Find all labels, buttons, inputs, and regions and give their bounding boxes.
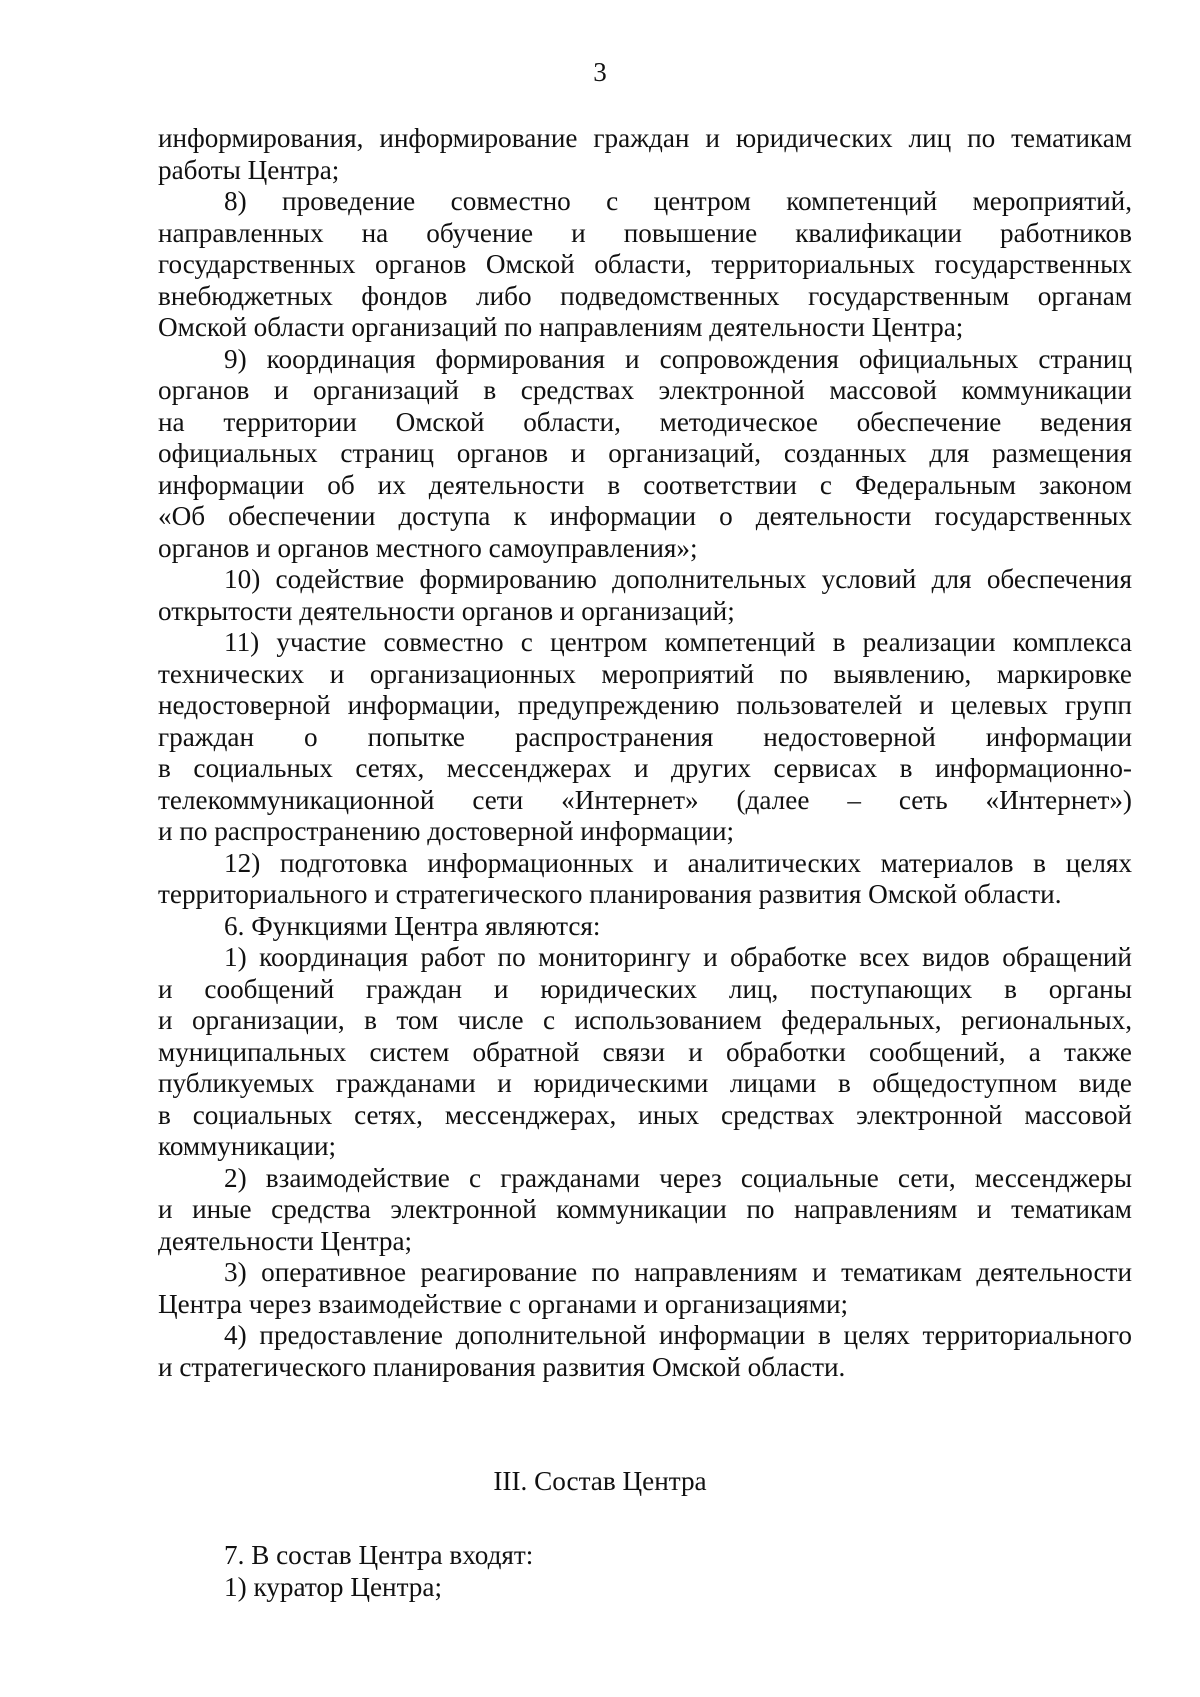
text-line: 8) проведение совместно с центром компетенций мероприятий, bbox=[224, 186, 1132, 216]
text-line: 3) оперативное реагирование по направлениям и тематикам деятельности bbox=[224, 1257, 1132, 1287]
text-line: и иные средства электронной коммуникации по направлениям и тематикам bbox=[158, 1194, 1132, 1224]
text-line: в социальных сетях, мессенджерах, иных средствах электронной массовой bbox=[158, 1099, 1132, 1130]
text-line: информации об их деятельности в соответствии с Федеральным законом bbox=[158, 469, 1132, 500]
text-line: Центра через взаимодействие с органами и организациями; bbox=[158, 1288, 849, 1319]
text-line: официальных страниц органов и организаций, созданных для размещения bbox=[158, 438, 1132, 468]
text-line: 12) подготовка информационных и аналитических материалов в целях bbox=[224, 847, 1132, 878]
text-line: граждан о попытке распространения недостоверной информации bbox=[158, 721, 1132, 752]
text-line: коммуникации; bbox=[158, 1131, 337, 1161]
text-line: деятельности Центра; bbox=[158, 1225, 413, 1256]
text-line: открытости деятельности органов и организаций; bbox=[158, 595, 735, 626]
text-line: 2) взаимодействие с гражданами через социальные сети, мессенджеры bbox=[224, 1162, 1132, 1193]
text-line: 4) предоставление дополнительной информации в целях территориального bbox=[224, 1320, 1132, 1350]
text-line: направленных на обучение и повышение квалификации работников bbox=[158, 217, 1132, 248]
text-line: недостоверной информации, предупреждению пользователей и целевых групп bbox=[158, 690, 1132, 720]
text-line: и стратегического планирования развития Омской области. bbox=[158, 1351, 846, 1382]
text-line: органов и организаций в средствах электронной массовой коммуникации bbox=[158, 375, 1132, 405]
section-body bbox=[158, 1540, 1132, 1603]
text-line: и по распространению достоверной информации; bbox=[158, 816, 735, 846]
text-line: 1) координация работ по мониторингу и обработке всех видов обращений bbox=[224, 942, 1132, 972]
text-line: 11) участие совместно с центром компетенций в реализации комплекса bbox=[224, 627, 1132, 657]
text-line: на территории Омской области, методическое обеспечение ведения bbox=[158, 406, 1132, 437]
text-line: 1) куратор Центра; bbox=[224, 1571, 443, 1602]
text-line: Омской области организаций по направлениям деятельности Центра; bbox=[158, 312, 964, 342]
text-line: внебюджетных фондов либо подведомственных государственным органам bbox=[158, 280, 1132, 311]
text-line: работы Центра; bbox=[158, 154, 340, 185]
text-line: органов и органов местного самоуправления»; bbox=[158, 532, 698, 563]
text-line: 9) координация формирования и сопровождения официальных страниц bbox=[224, 343, 1132, 374]
text-line: территориального и стратегического планирования развития Омской области. bbox=[158, 879, 1062, 909]
text-line: технических и организационных мероприятий по выявлению, маркировке bbox=[158, 658, 1132, 689]
page-number: 3 bbox=[593, 57, 607, 87]
text-line: 6. Функциями Центра являются: bbox=[224, 910, 601, 941]
document-body bbox=[158, 123, 1132, 1383]
text-line: «Об обеспечении доступа к информации о деятельности государственных bbox=[158, 501, 1132, 531]
section-heading: III. Состав Центра bbox=[493, 1466, 707, 1496]
text-line: информирования, информирование граждан и юридических лиц по тематикам bbox=[158, 123, 1132, 153]
text-line: в социальных сетях, мессенджерах и других сервисах в информационно- bbox=[158, 753, 1132, 783]
text-line: телекоммуникационной сети «Интернет» (далее – сеть «Интернет») bbox=[158, 784, 1132, 815]
text-line: государственных органов Омской области, территориальных государственных bbox=[158, 249, 1132, 279]
text-line: и организации, в том числе с использованием федеральных, региональных, bbox=[158, 1005, 1132, 1035]
text-line: публикуемых гражданами и юридическими лицами в общедоступном виде bbox=[158, 1068, 1132, 1098]
text-line: 7. В состав Центра входят: bbox=[224, 1540, 534, 1570]
text-line: 10) содействие формированию дополнительных условий для обеспечения bbox=[224, 564, 1132, 594]
text-line: муниципальных систем обратной связи и обработки сообщений, а также bbox=[158, 1036, 1132, 1067]
text-line: и сообщений граждан и юридических лиц, поступающих в органы bbox=[158, 973, 1132, 1004]
